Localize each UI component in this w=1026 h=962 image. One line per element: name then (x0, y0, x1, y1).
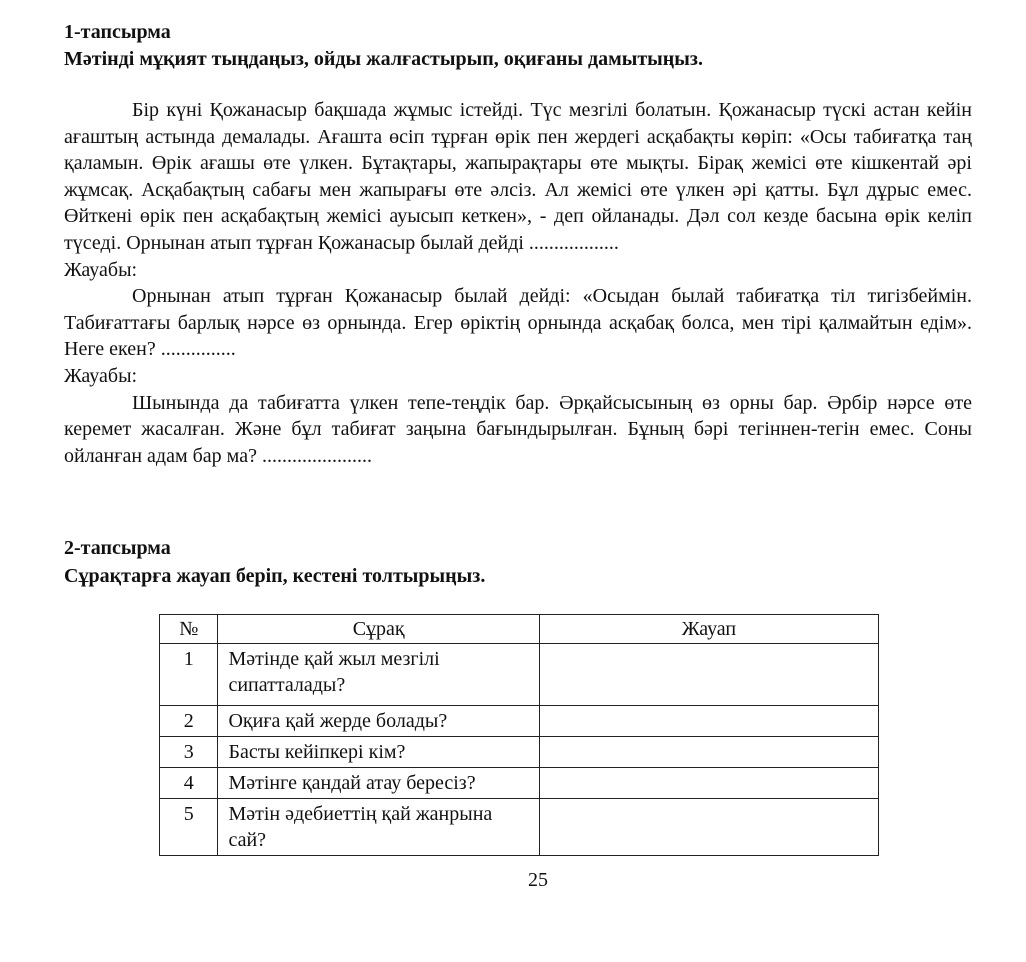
row-question: Басты кейіпкері кім? (218, 737, 539, 768)
task2-number: 2-тапсырма (64, 537, 171, 559)
answer-label-2: Жауабы: (64, 364, 138, 387)
task2-instruction: Сұрақтарға жауап беріп, кестені толтырыңыз. (64, 565, 486, 587)
row-question: Мәтінде қай жыл мезгілі сипатталады? (218, 644, 539, 706)
header-question: Сұрақ (218, 615, 539, 644)
task1-text (64, 97, 972, 469)
row-question: Мәтінге қандай атау бересіз? (218, 768, 539, 799)
table-header-row (160, 615, 879, 644)
row-number: 4 (160, 768, 218, 799)
row-answer-cell[interactable] (539, 737, 878, 768)
row-number: 2 (160, 706, 218, 737)
row-answer-cell[interactable] (539, 768, 878, 799)
row-question: Мәтін әдебиеттің қай жанрына сай? (218, 799, 539, 856)
task1-paragraph-1: Бір күні Қожанасыр бақшада жұмыс істейді. Түс мезгілі болатын. Қожанасыр түскі астан кейін ағаштың астында демалады. Ағашта өсіп тұрған өрік пен жердегі асқабақты көріп: «Осы табиғатқа таң қаламын. Өрік ағашы өте үлкен. Бұтақтары, жапырақтары өте мықты. Бірақ жемісі өте кішкентай әрі жұмсақ. Асқабақтың сабағы мен жапырағы өте әлсіз. Ал жемісі өте үлкен әрі қатты. Бұл дұрыс емес. Өйткені өрік пен асқабақтың жемісі ауысып кеткен», - деп ойланады. Дәл сол кезде басына өрік келіп түседі. Орнынан атып тұрған Қожанасыр былай дейді .................. (64, 99, 972, 254)
task1-paragraph-2: Орнынан атып тұрған Қожанасыр былай дейді: «Осыдан былай табиғатқа тіл тигізбеймін. Табиғаттағы барлық нәрсе өз орнында. Егер өріктің орнында асқабақ болса, мен тірі қалмайтын едім». Неге екен? ............... (64, 285, 972, 361)
row-answer-cell[interactable] (539, 706, 878, 737)
table-row (160, 799, 879, 856)
row-number: 3 (160, 737, 218, 768)
row-answer-cell[interactable] (539, 799, 878, 856)
questions-table (159, 614, 879, 856)
table-row (160, 737, 879, 768)
answer-label-1: Жауабы: (64, 258, 138, 281)
row-number: 5 (160, 799, 218, 856)
row-number: 1 (160, 644, 218, 706)
table-row (160, 706, 879, 737)
task1-instruction: Мәтінді мұқият тыңдаңыз, ойды жалғастырып, оқиғаны дамытыңыз. (64, 48, 703, 70)
page-number: 25 (528, 869, 548, 891)
header-answer: Жауап (539, 615, 878, 644)
task1-paragraph-3: Шынында да табиғатта үлкен тепе-теңдік бар. Әрқайсысының өз орны бар. Әрбір нәрсе өте керемет жасалған. Және бұл табиғат заңына бағындырылған. Бұның бәрі тегіннен-тегін емес. Соны ойланған адам бар ма? ...................... (64, 391, 972, 467)
row-question: Оқиға қай жерде болады? (218, 706, 539, 737)
header-number: № (160, 615, 218, 644)
task1-number: 1-тапсырма (64, 21, 171, 43)
row-answer-cell[interactable] (539, 644, 878, 706)
table-row (160, 644, 879, 706)
table-row (160, 768, 879, 799)
